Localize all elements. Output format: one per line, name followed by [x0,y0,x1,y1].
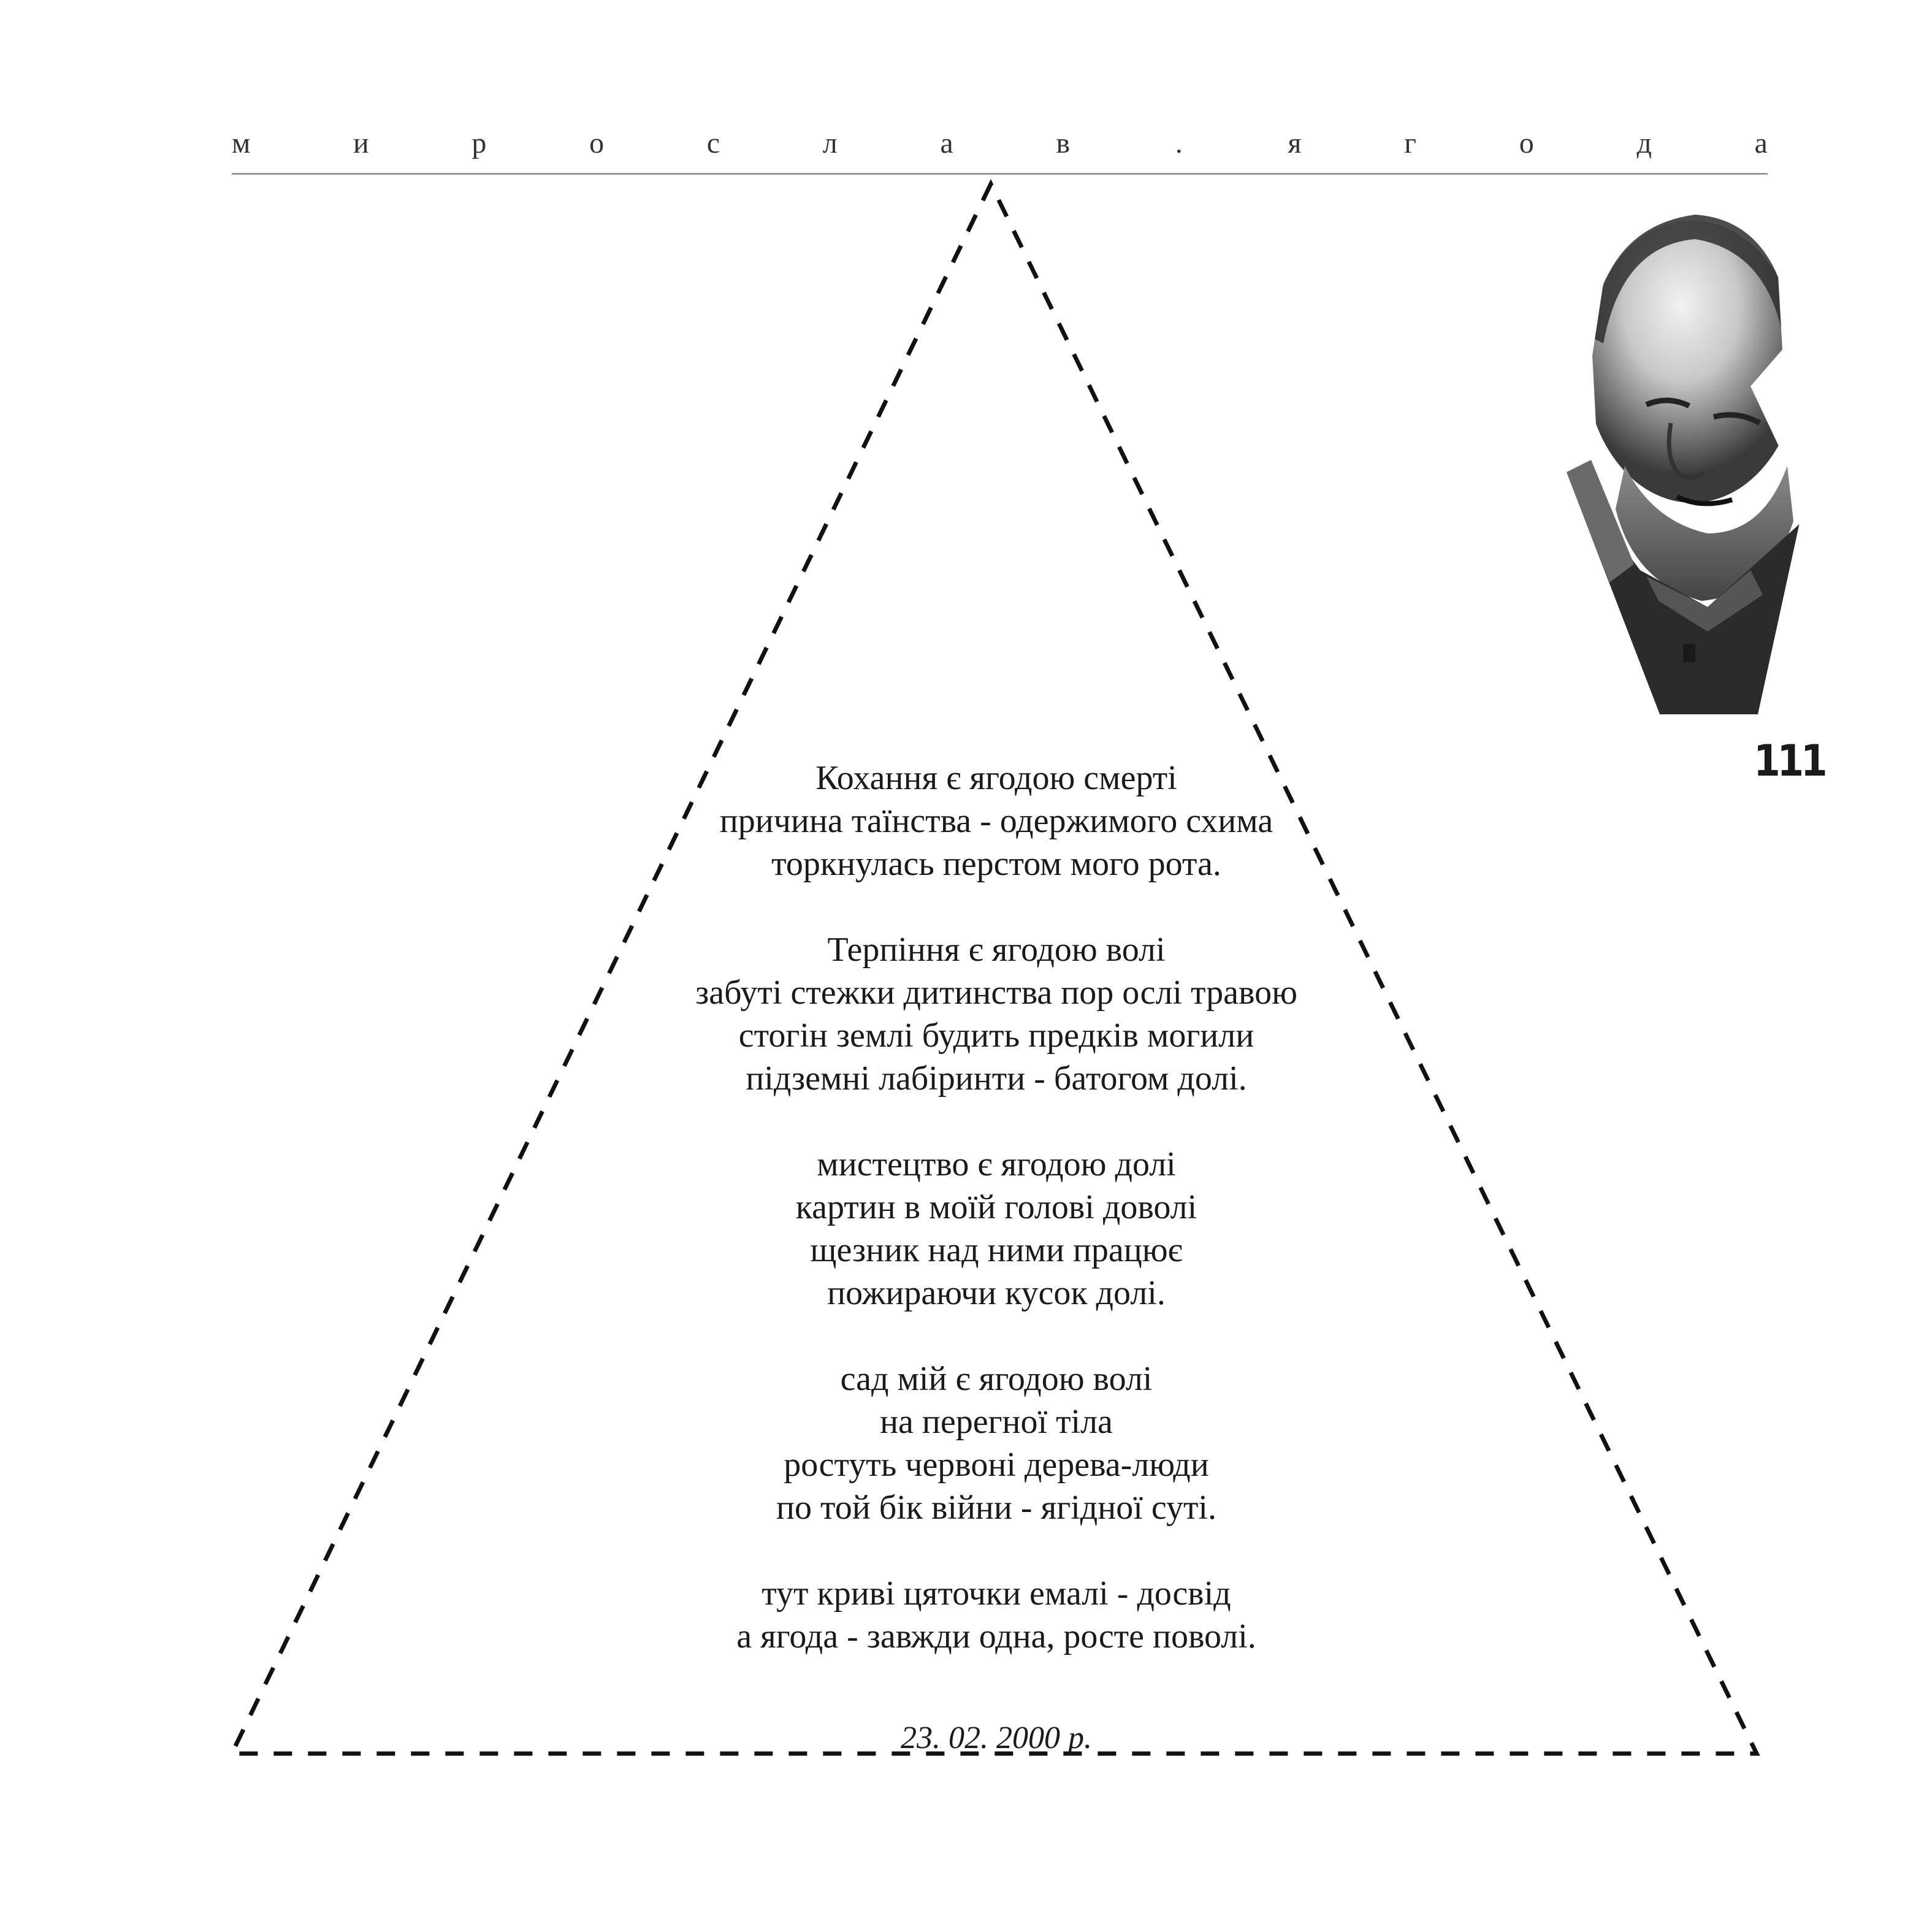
author-letter: я [1288,126,1302,159]
author-letter: и [353,126,369,159]
poem-stanza [613,757,1380,885]
poem-line: по той бік війни - ягідної суті. [776,1489,1216,1527]
poem-line: Терпіння є ягодою волі [827,931,1166,969]
author-letter: в [1056,126,1071,159]
author-letter: о [1519,126,1534,159]
author-letter: г [1404,126,1416,159]
poem-date: 23. 02. 2000 р. [901,1720,1092,1755]
poem-line: стогін землі будить предків могили [738,1017,1254,1055]
poem-line: ростуть червоні дерева-люди [784,1446,1209,1484]
poem-stanza [613,1572,1380,1658]
poem-line: картин в моїй голові доволі [795,1188,1197,1226]
author-letter: а [940,126,953,159]
author-portrait-image [1567,202,1803,717]
author-letter: д [1636,126,1652,159]
poem-line: а ягода - завжди одна, росте поволі. [736,1617,1256,1655]
page-number: 111 [1754,736,1825,786]
poem-line: на перегної тіла [880,1403,1113,1441]
poem-line: пожираючи кусок долі. [827,1274,1166,1312]
poem-line: Кохання є ягодою смерті [815,759,1177,797]
poem-line: сад мій є ягодою волі [840,1360,1153,1398]
poem-line: підземні лабіринти - батогом долі. [746,1060,1247,1098]
author-letter: с [706,126,720,159]
poem-line: торкнулась перстом мого рота. [771,845,1221,883]
poem-stanza [613,1357,1380,1529]
poem-line: щезник над ними працює [810,1231,1183,1269]
author-letter: о [589,126,605,159]
author-letter: р [472,126,487,159]
poem-line: забуті стежки дитинства пор ослі травою [695,974,1297,1012]
poem-line: тут криві цяточки емалі - досвід [762,1575,1231,1613]
author-letter: а [1754,126,1768,159]
author-letter: л [822,126,838,159]
poem-stanza [613,1143,1380,1315]
author-letter: . [1175,126,1183,159]
poem-stanza [613,928,1380,1100]
poem-body [613,757,1380,1701]
poem-line: мистецтво є ягодою долі [817,1145,1176,1183]
author-letter: м [232,126,251,159]
poem-line: причина таїнства - одержимого схима [719,802,1273,840]
